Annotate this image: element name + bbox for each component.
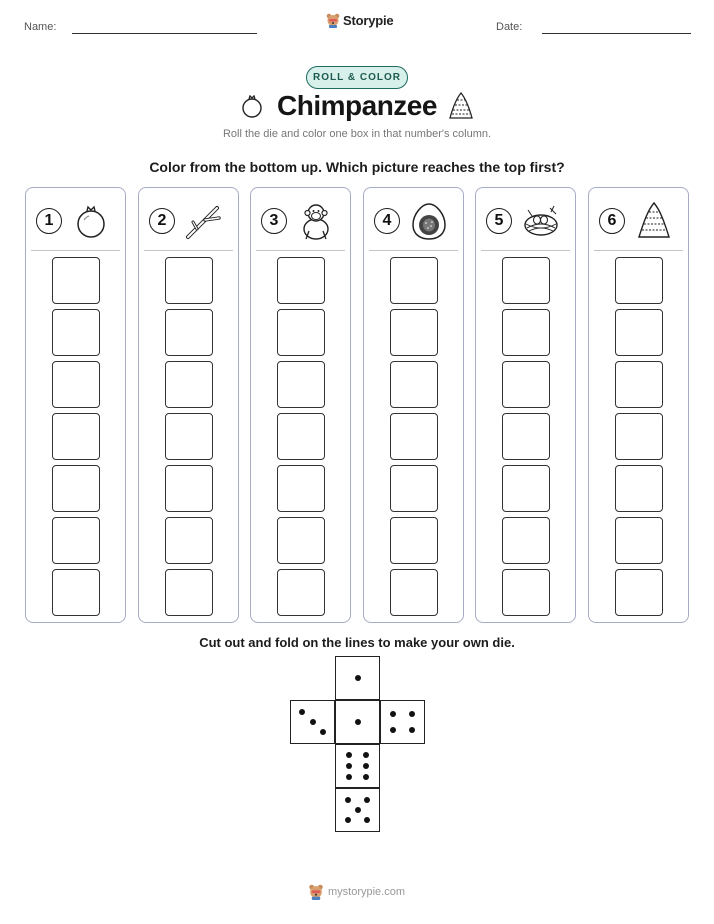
die-face-1 [335,700,380,744]
column-number: 4 [374,208,400,234]
color-box[interactable] [165,361,213,408]
color-box[interactable] [615,361,663,408]
column-2 [138,187,239,623]
date-label: Date: [496,21,523,33]
color-box[interactable] [52,413,100,460]
color-box[interactable] [502,309,550,356]
date-line[interactable] [542,33,691,34]
column-divider [256,250,345,251]
die-pip [363,763,369,769]
footer [308,884,405,900]
die-face-4 [380,700,425,744]
die-pip [355,719,361,725]
pomegranate-icon [239,93,265,119]
die-pip [364,797,370,803]
color-box[interactable] [615,257,663,304]
color-box[interactable] [277,309,325,356]
color-box[interactable] [52,257,100,304]
color-box[interactable] [52,517,100,564]
color-box[interactable] [165,569,213,616]
roll-and-color-badge: ROLL & COLOR [306,66,408,89]
color-box[interactable] [277,361,325,408]
color-box[interactable] [52,309,100,356]
color-box[interactable] [615,465,663,512]
footer-url: mystorypie.com [328,886,406,898]
color-box[interactable] [390,361,438,408]
column-5 [475,187,576,623]
die-pip [346,763,352,769]
cut-instruction: Cut out and fold on the lines to make your own die. [199,635,515,650]
color-box[interactable] [165,309,213,356]
termite-mound-icon [633,200,675,242]
die-pip [345,797,351,803]
column-divider [369,250,458,251]
die-face-5 [335,788,380,832]
nest-icon [520,200,562,242]
die-pip [355,675,361,681]
color-box[interactable] [502,361,550,408]
color-box[interactable] [165,413,213,460]
color-box[interactable] [502,569,550,616]
die-pip [409,727,415,733]
color-box[interactable] [615,413,663,460]
die-face-6 [335,744,380,788]
color-box[interactable] [502,257,550,304]
color-box[interactable] [615,517,663,564]
storypie-logo [326,13,393,28]
die-face-1 [335,656,380,700]
color-box[interactable] [615,309,663,356]
die-pip [310,719,316,725]
column-1 [25,187,126,623]
color-box[interactable] [390,517,438,564]
color-box[interactable] [390,309,438,356]
color-box[interactable] [502,517,550,564]
name-line[interactable] [72,33,257,34]
fig-icon [408,200,450,242]
die-pip [390,727,396,733]
pomegranate-icon [70,200,112,242]
color-box[interactable] [165,465,213,512]
column-number: 6 [599,208,625,234]
column-number: 5 [486,208,512,234]
die-pip [390,711,396,717]
brand-name: Storypie [343,13,394,28]
die-pip [363,774,369,780]
color-box[interactable] [390,465,438,512]
die-face-3 [290,700,335,744]
color-box[interactable] [277,413,325,460]
color-box[interactable] [277,517,325,564]
die-pip [409,711,415,717]
termite-mound-icon [447,91,475,121]
die-pip [364,817,370,823]
color-box[interactable] [165,517,213,564]
color-box[interactable] [390,413,438,460]
die-pip [299,709,305,715]
color-box[interactable] [165,257,213,304]
column-divider [31,250,120,251]
color-box[interactable] [277,569,325,616]
color-box[interactable] [52,465,100,512]
stick-icon [183,200,225,242]
color-box[interactable] [277,257,325,304]
color-box[interactable] [502,413,550,460]
name-label: Name: [24,21,57,33]
color-box[interactable] [52,569,100,616]
title-row [0,90,714,122]
column-divider [481,250,570,251]
column-divider [594,250,683,251]
bear-icon [308,884,324,900]
page-title: Chimpanzee [277,90,437,121]
die-pip [346,774,352,780]
color-box[interactable] [390,569,438,616]
die-pip [363,752,369,758]
chimpanzee-icon [295,200,337,242]
column-divider [144,250,233,251]
column-number: 1 [36,208,62,234]
color-box[interactable] [390,257,438,304]
die-pip [355,807,361,813]
column-3 [250,187,351,623]
subtitle: Roll the die and color one box in that number's column. [222,128,492,140]
column-number: 2 [149,208,175,234]
instruction: Color from the bottom up. Which picture reaches the top first? [149,159,565,175]
color-box[interactable] [52,361,100,408]
die-pip [346,752,352,758]
color-box[interactable] [502,465,550,512]
bear-icon [326,13,340,28]
column-number: 3 [261,208,287,234]
column-4 [363,187,464,623]
column-6 [588,187,689,623]
die-pip [320,729,326,735]
color-box[interactable] [615,569,663,616]
color-box[interactable] [277,465,325,512]
die-pip [345,817,351,823]
